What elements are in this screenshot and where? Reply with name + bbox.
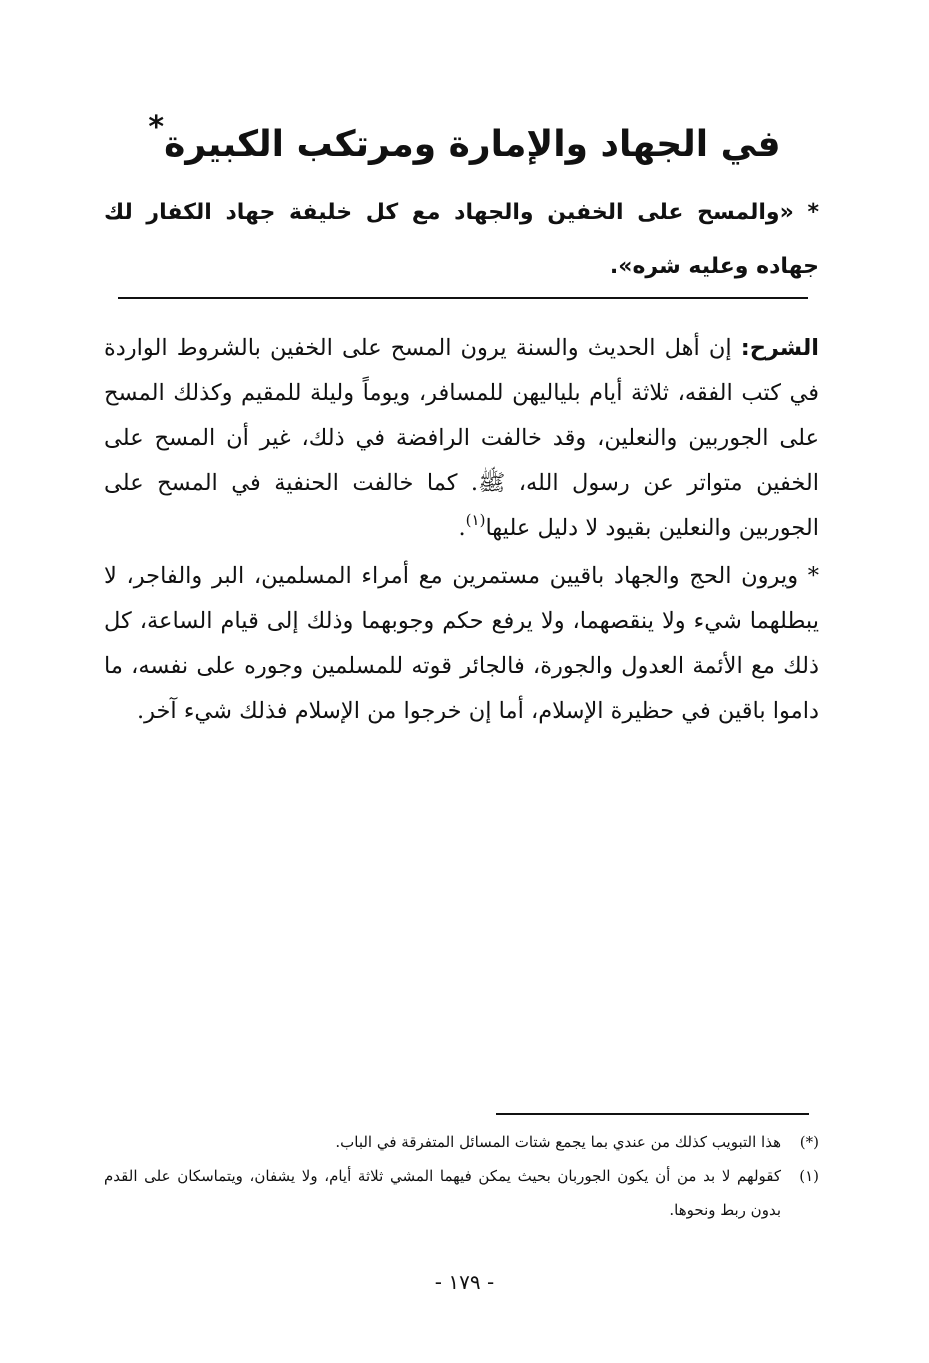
chapter-title-footnote-marker: * <box>148 110 165 145</box>
commentary-paragraph-1-text: إن أهل الحديث والسنة يرون المسح على الخفين بالشروط الواردة في كتب الفقه، ثلاثة أيام بلياليهن للمسافر، ويوماً وليلة للمقيم وكذلك المسح على الجوربين والنعلين، وقد خالفت الرافضة في ذلك، غير أن المسح على الخفين متواتر عن رسول الله، ﷺ. كما خالفت الحنفية في المسح على الجوربين والنعلين بقيود لا دليل عليها <box>104 335 819 541</box>
chapter-title <box>110 110 819 174</box>
footnote-item <box>104 1159 819 1227</box>
section-divider <box>118 297 808 299</box>
commentary-paragraph-2: * ويرون الحج والجهاد باقيين مستمرين مع أمراء المسلمين، البر والفاجر، لا يبطلهما شيء ولا ينقصهما، ولا يرفع حكم وجوبهما وذلك إلى قيام الساعة، كل ذلك مع الأئمة العدول والجورة، فالجائر قوته للمسلمين وجوره على نفسه، ما داموا باقين في حظيرة الإسلام، أما إن خرجوا من الإسلام فذلك شيء آخر. <box>104 563 819 724</box>
matn-text: * «والمسح على الخفين والجهاد مع كل خليفة جهاد الكفار لك جهاده وعليه شره». <box>104 200 819 279</box>
commentary <box>104 326 819 734</box>
footnote-divider <box>496 1113 809 1115</box>
footnote-text: كقولهم لا بد من أن يكون الجوربان بحيث يمكن فيهما المشي ثلاثة أيام، ولا يشفان، ويتماسكان على القدم بدون ربط ونحوها. <box>104 1167 781 1219</box>
footnote-marker: (*) <box>799 1133 819 1151</box>
commentary-paragraph-1-end: . <box>458 515 466 541</box>
commentary-lead: الشرح: <box>740 335 819 361</box>
footnote-text: هذا التبويب كذلك من عندي بما يجمع شتات المسائل المتفرقة في الباب. <box>335 1133 781 1151</box>
footnote-item <box>104 1125 819 1159</box>
footnote-reference-1: (١) <box>465 511 486 529</box>
commentary-paragraph-1 <box>104 326 819 551</box>
footnote-marker: (١) <box>799 1167 819 1185</box>
footnotes <box>104 1125 819 1227</box>
page-number: - ١٧٩ - <box>434 1270 495 1294</box>
chapter-title-text: في الجهاد والإمارة ومرتكب الكبيرة <box>164 124 781 165</box>
